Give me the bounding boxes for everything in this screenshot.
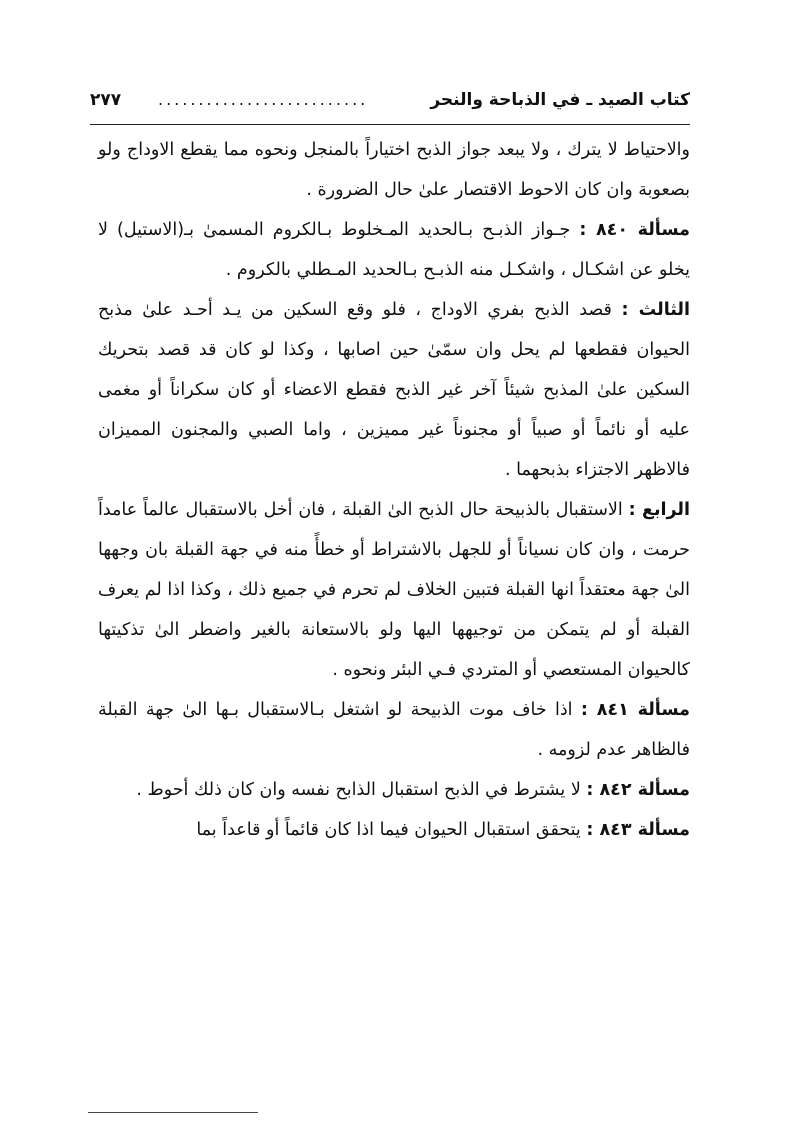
- paragraph-1-text: والاحتياط لا يترك ، ولا يبعد جواز الذبح اختياراً بالمنجل ونحوه مما يقطع الاوداج ولو بصعوبة وان كان الاحوط الاقتصار علىٰ حال الضرورة .: [98, 140, 690, 200]
- paragraph-2-lead: مسألة ٨٤٠ :: [579, 220, 690, 240]
- paragraph-5-text: اذا خاف موت الذبيحة لو اشتغل بـالاستقبال بـها الىٰ جهة القبلة فالظاهر عدم لزومه .: [98, 700, 690, 760]
- paragraph-2: [98, 210, 690, 290]
- paragraph-4-text: الاستقبال بالذبيحة حال الذبح الىٰ القبلة ، فان أخل بالاستقبال عالماً عامداً حرمت ، وان كان نسياناً أو للجهل بالاشتراط أو خطأً منه في جهة القبلة بان وجهها الىٰ جهة معتقداً انها القبلة فتبين الخلاف لم تحرم في جميع ذلك ، وكذا اذا لم يعرف القبلة أو لم يتمكن من توجيهها اليها ولو بالاستعانة بالغير واضطر الىٰ تذكيتها كالحيوان المستعصي أو المتردي فـي البئر ونحوه .: [98, 500, 690, 680]
- paragraph-6-lead: مسألة ٨٤٢ :: [586, 780, 690, 800]
- paragraph-5: [98, 690, 690, 770]
- paragraph-3-text: قصد الذبح بفري الاوداج ، فلو وقع السكين من يـد أحـد علىٰ مذبح الحيوان فقطعها لم يحل وان سمّىٰ حين اصابها ، وكذا لو كان قد قصد بتحريك السكين علىٰ المذبح شيئاً آخر غير الذبح فقطع الاعضاء أو كان سكراناً أو مغمى عليه أو نائماً أو صبياً أو مجنوناً غير مميزين ، واما الصبي والمجنون المميزان فالاظهر الاجتزاء بذبحهما .: [98, 300, 690, 480]
- paragraph-6-text: لا يشترط في الذبح استقبال الذابح نفسه وان كان ذلك أحوط .: [136, 780, 587, 800]
- paragraph-7: [98, 810, 690, 850]
- page-number: ٢٧٧: [90, 90, 122, 110]
- header-title: كتاب الصيد ـ في الذباحة والنحر: [430, 90, 690, 110]
- paragraph-7-text: يتحقق استقبال الحيوان فيما اذا كان قائماً أو قاعداً بما: [196, 820, 587, 840]
- paragraph-7-lead: مسألة ٨٤٣ :: [586, 820, 690, 840]
- bottom-rule: [88, 1112, 258, 1113]
- paragraph-4: [98, 490, 690, 690]
- body-text: [98, 130, 690, 850]
- paragraph-6: [98, 770, 690, 810]
- paragraph-2-text: جـواز الذبـح بـالحديد المـخلوط بـالكروم المسمىٰ بـ(الاستيل) لا يخلو عن اشكـال ، واشكـل منه الذبـح بـالحديد المـطلي بالكروم .: [98, 220, 690, 280]
- paragraph-1: [98, 130, 690, 210]
- running-header: [90, 84, 690, 125]
- paragraph-4-lead: الرابع :: [628, 500, 691, 520]
- header-leader-dots: ..........................: [158, 90, 369, 109]
- paragraph-3: [98, 290, 690, 490]
- paragraph-3-lead: الثالث :: [621, 300, 690, 320]
- paragraph-5-lead: مسألة ٨٤١ :: [580, 700, 691, 720]
